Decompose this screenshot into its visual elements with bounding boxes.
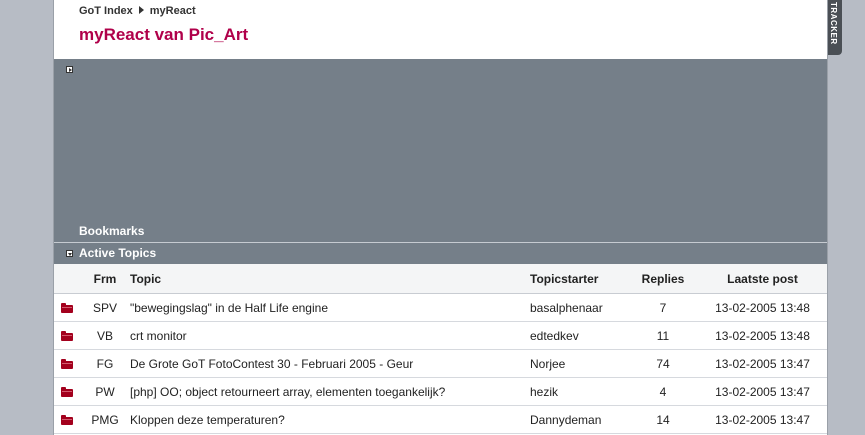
collapse-arrow-icon[interactable]	[66, 250, 73, 257]
breadcrumb-home-link[interactable]: GoT Index	[79, 5, 133, 17]
last-post-link[interactable]: 13-02-2005 13:47	[696, 350, 828, 378]
reply-count: 4	[630, 378, 696, 406]
column-header-starter[interactable]: Topicstarter	[530, 264, 630, 294]
page-title: myReact van Pic_Art	[79, 25, 249, 44]
topic-link[interactable]: "bewegingslag" in de Half Life engine	[130, 294, 530, 322]
topic-starter-link[interactable]: hezik	[530, 378, 630, 406]
last-post-link[interactable]: 13-02-2005 13:48	[696, 294, 828, 322]
topic-starter-link[interactable]: edtedkev	[530, 322, 630, 350]
topic-link[interactable]: crt monitor	[130, 322, 530, 350]
active-topics-header	[54, 242, 827, 264]
topic-starter-link[interactable]: Dannydeman	[530, 406, 630, 434]
tracker-label: TRACKER	[829, 2, 838, 45]
last-post-link[interactable]: 13-02-2005 13:48	[696, 322, 828, 350]
breadcrumb-arrow-icon	[139, 6, 144, 14]
column-header-replies[interactable]: Replies	[630, 264, 696, 294]
table-header-row	[54, 264, 828, 294]
reply-count: 14	[630, 406, 696, 434]
last-post-link[interactable]: 13-02-2005 13:47	[696, 378, 828, 406]
forum-code[interactable]: FG	[80, 350, 130, 378]
bookmarks-panel	[54, 59, 827, 242]
forum-code[interactable]: VB	[80, 322, 130, 350]
folder-icon	[61, 417, 73, 425]
column-header-icon	[54, 264, 80, 294]
column-header-topic[interactable]: Topic	[130, 264, 530, 294]
tracker-tab[interactable]	[828, 0, 842, 55]
breadcrumb	[79, 5, 196, 17]
reply-count: 11	[630, 322, 696, 350]
table-row	[54, 378, 828, 406]
topic-link[interactable]: [php] OO; object retourneert array, elementen toegankelijk?	[130, 378, 530, 406]
breadcrumb-current[interactable]: myReact	[149, 5, 196, 17]
folder-icon	[61, 361, 73, 369]
reply-count: 7	[630, 294, 696, 322]
folder-icon	[61, 305, 73, 313]
folder-icon	[61, 389, 73, 397]
topic-link[interactable]: De Grote GoT FotoContest 30 - Februari 2005 - Geur	[130, 350, 530, 378]
bookmarks-heading[interactable]: Bookmarks	[79, 224, 145, 238]
header	[54, 0, 827, 59]
forum-code[interactable]: PW	[80, 378, 130, 406]
column-header-frm[interactable]: Frm	[80, 264, 130, 294]
table-row	[54, 322, 828, 350]
column-header-last-post[interactable]: Laatste post	[696, 264, 828, 294]
reply-count: 74	[630, 350, 696, 378]
active-topics-heading[interactable]: Active Topics	[79, 246, 157, 260]
topic-starter-link[interactable]: basalphenaar	[530, 294, 630, 322]
expand-arrow-icon[interactable]	[66, 66, 73, 73]
folder-icon	[61, 333, 73, 341]
active-topics-table	[54, 264, 828, 434]
page-container	[53, 0, 828, 435]
topic-starter-link[interactable]: Norjee	[530, 350, 630, 378]
table-row	[54, 350, 828, 378]
table-row	[54, 294, 828, 322]
forum-code[interactable]: PMG	[80, 406, 130, 434]
table-row	[54, 406, 828, 434]
last-post-link[interactable]: 13-02-2005 13:47	[696, 406, 828, 434]
topic-link[interactable]: Kloppen deze temperaturen?	[130, 406, 530, 434]
forum-code[interactable]: SPV	[80, 294, 130, 322]
